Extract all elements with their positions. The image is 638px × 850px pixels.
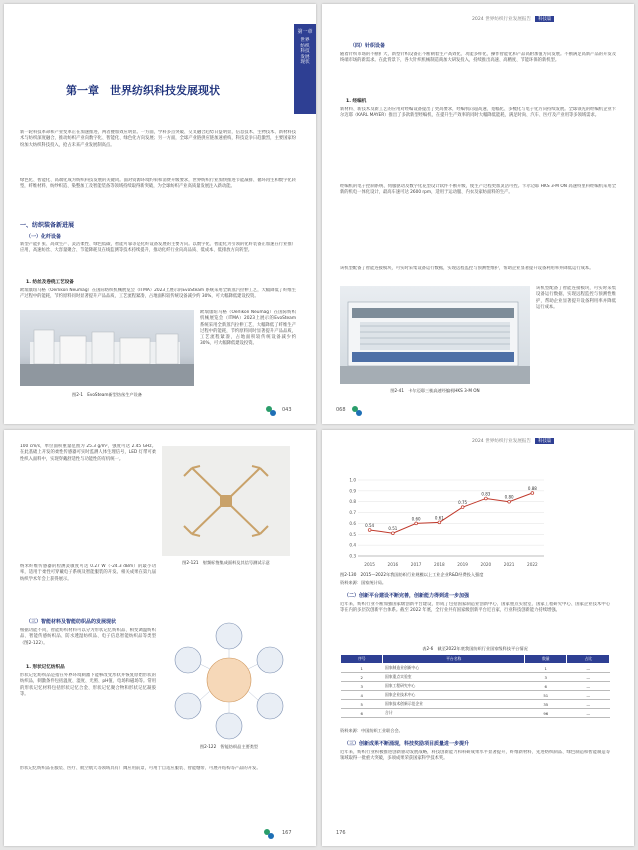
leaf-logo-icon <box>350 403 364 417</box>
running-header <box>472 438 554 444</box>
chapter-title: 第一章 世界纺织科技发展现状 <box>66 84 220 97</box>
table-header-cell: 平台名称 <box>383 655 525 664</box>
y-tick-label: 0.4 <box>349 542 356 548</box>
evosteam-machine-photo <box>20 310 194 386</box>
page-number: 176 <box>336 830 346 836</box>
figure-caption: 图2-1 EvoSteam新型纺丝生产设备 <box>72 392 142 397</box>
body-paragraph: 该机型配备了智能连接模块，可实时采集设备运行数据，实现远程监控与预测性维护，帮助企业显著提升设备利用率并降低运行成本。 <box>340 266 594 271</box>
table-cell: 96 <box>525 709 567 718</box>
body-paragraph: 近年来，纺织行业不断加强国家级创新平台建设，形成了包括国家制造业创新中心、国家重点实验室、国家工程研究中心、国家企业技术中心等在内的多层次创新平台体系。截至 2022 年底，全行业共有国家级创新平台近百家，行业科技创新能力持续增强。 <box>340 602 610 614</box>
leaf-logo-icon <box>264 403 278 417</box>
table-header-cell: 序号 <box>341 655 383 664</box>
data-point <box>461 506 464 509</box>
intro-paragraph: 新一轮科技革命和产业变革正在加速推进，两者叠加效应明显。一方面，学科多点突破、交叉融合趋势日益明显，信息技术、生物技术、新材料技术与纺织深度融合，推动纺织产业向数字化、智能化、绿色化方向发展；另一方面，全球产业链供应链加速重构，科技竞争日趋激烈，主要国家纷纷加大纺织科技投入，抢占未来产业发展制高点。 <box>20 130 296 148</box>
figure-caption: 图2-41 卡尔迈耶三梳高速经编机HKS 3-M ON <box>390 388 480 393</box>
leaf-logo-icon <box>262 826 276 840</box>
table-row <box>341 709 610 718</box>
y-tick-label: 1.0 <box>349 477 356 483</box>
body-paragraph: 随着针织市场的不断扩大，新型针织设备正不断朝着生产高效化、功能多样化、操作智能化和产品高附加值方向发展。不断满足高新产品的开发及终端市场的新需求。在此背景下，各大针织机械制造商加大研发投入，持续推出高速、高精度、节能环保的新机型。 <box>340 52 616 64</box>
y-tick-label: 0.8 <box>349 499 356 505</box>
data-point <box>415 522 418 525</box>
body-paragraph: 近年来，纺织行业积极推进创新驱动发展战略，科技创新能力和科研成果水平显著提升，纤维新材料、先进纺织制品、绿色制造和智能制造等领域取得一批重大突破，多项成果荣获国家科学技术奖。 <box>340 750 610 762</box>
table-cell: — <box>567 691 610 700</box>
chapter-side-tab <box>294 24 316 114</box>
page-068 <box>322 4 634 424</box>
x-tick-label: 2016 <box>387 562 399 567</box>
platform-table <box>340 654 610 718</box>
table-cell: 1 <box>341 664 383 673</box>
table-title: 表2-6 截至2022年底我国纺织行业国家级科技平台情况 <box>422 646 528 651</box>
body-paragraph: 新型产能扩张、高效生产、灵活柔性、绿色低碳，智能可靠等是化纤设备发展的主要方向。以数字化、智能化为引领的化纤装备正加速在行业推广应用，高速纺丝、大容量聚合、节能降耗及在线监测等技术持续提升，推动化纤行业向高品质、低成本、低排放方向转型。 <box>20 242 296 254</box>
sub-subsection-heading: 1. 经编机 <box>346 99 367 104</box>
table-cell: — <box>567 673 610 682</box>
body-paragraph: 形状记忆纺织品是指在外界环境刺激下能够改变形状并恢复原始形状的纺织品，刺激条件包括温度、湿度、光照、pH值、电场和磁场等。常用的形状记忆材料包括形状记忆合金、形状记忆聚合物和形状记忆凝胶等。 <box>20 673 156 697</box>
chart-source: 资料来源：国家统计局。 <box>340 580 387 585</box>
body-paragraph-wrap: 欧瑞康纽马格（Oerlikon Neumag）在国际纺织机械展览会（ITMA）2023上展示的EvoSteam 系统采用全新蒸汽拉伸工艺，大幅降低了纤维生产过程中的能耗，节约原料同时显著提升产品品质，工艺流程紧凑，占地面积较传统设备减少约 30%，可大幅降低建设投资。 <box>200 310 296 347</box>
table-row <box>341 691 610 700</box>
data-point <box>484 497 487 500</box>
table-cell: 5 <box>341 700 383 709</box>
body-paragraph: 形状记忆纺织品在服装、医疗、航空航天等领域具有广阔应用前景，可用于自适应服装、智能绷带、可展开结构等产品的开发。 <box>20 766 261 771</box>
data-point <box>438 521 441 524</box>
data-label: 0.75 <box>458 500 468 506</box>
page-number: 167 <box>282 830 292 836</box>
y-tick-label: 0.3 <box>349 553 356 559</box>
table-row <box>341 682 610 691</box>
page-176 <box>322 430 634 846</box>
table-cell: 6 <box>341 709 383 718</box>
tab-chapter-label: 第一章 <box>297 29 313 35</box>
figure-caption: 图2-121 射频标签集成面料及其信号测试示意 <box>182 560 270 565</box>
data-point <box>531 492 534 495</box>
body-paragraph: 100 cm/s，单位面积重量范围为 25.3 g/m²，强度可达 2.45 GHz。在此基础上开发的柔性传感器可实时监测人体生理信号，LED 灯带可柔性织入面料中，实现穿戴舒适性与功能性的有机统一。 <box>20 444 156 462</box>
data-label: 0.60 <box>411 516 421 522</box>
subsection-heading: （三）智能材料及智能纺织品的发展现状 <box>26 619 117 625</box>
subsection-heading: （二）创新平台建设不断完善，创新能力得到进一步加强 <box>344 593 470 599</box>
chart-caption: 图2-130 2015—2022年我国纺织行业规模以上工业企业R&D经费投入强度 <box>340 572 484 577</box>
x-tick-label: 2018 <box>434 562 445 567</box>
y-tick-label: 0.6 <box>349 520 356 526</box>
table-cell: 3 <box>341 682 383 691</box>
data-label: 0.54 <box>365 522 375 528</box>
page-number: 068 <box>336 407 346 413</box>
body-paragraph: 纳米纤维传感器的检测灵敏度可达 0.27 W（-24.3 dBm）的最小功率，适用于柔性可穿戴电子系统及智能服装的开发。相关成果在第九届纺织学术年会上获得展示。 <box>20 564 156 582</box>
sub-subsection-heading: 1. 形状记忆纺织品 <box>26 665 65 670</box>
table-header-row <box>341 655 610 664</box>
data-point <box>368 529 371 532</box>
figure-caption: 图2-122 智能纺织品主要类型 <box>199 744 259 749</box>
table-cell: 4 <box>341 691 383 700</box>
table-cell: 国家制造业创新中心 <box>383 664 525 673</box>
page-number: 043 <box>282 407 292 413</box>
table-cell: 51 <box>525 691 567 700</box>
x-tick-label: 2015 <box>364 562 375 567</box>
table-cell: 2 <box>341 673 383 682</box>
x-tick-label: 2019 <box>457 562 468 567</box>
section-heading: 一、纺织装备新进展 <box>20 222 75 229</box>
table-note: 资料来源：中国纺织工业联合会。 <box>340 728 403 733</box>
table-header-cell: 占比 <box>567 655 610 664</box>
page-043 <box>4 4 316 424</box>
running-header <box>472 16 554 22</box>
table-cell: 国家企业技术中心 <box>383 691 525 700</box>
table-cell: 35 <box>525 700 567 709</box>
data-point <box>391 532 394 535</box>
warp-knitting-machine-photo <box>340 286 530 384</box>
smart-textile-types-diagram <box>170 620 288 740</box>
intro-paragraph-2: 绿色化、智能化、高端化成为纺织科技发展的关键词。面对资源环境约束和消费升级要求，世界纺织行业加快推进节能减排、循环再生和数字化转型，纤维材料、纺纱织造、染整加工及智能装备等领域持续取得新突破，为全球纺织产业高质量发展注入新动能。 <box>20 178 296 190</box>
sub-subsection-heading: 1. 纺丝及卷绕工艺设备 <box>26 280 74 285</box>
table-cell: — <box>567 682 610 691</box>
x-tick-label: 2022 <box>527 562 538 567</box>
body-paragraph: 新材料、新技术及新工艺的应用对经编设备提出了更高要求，经编机向超高速、宽幅化、多梳化与电子化方向持续发展。全球领先的经编机企业卡尔迈耶（KARL MAYER）推出了多款新型经编机，在提升生产效率的同时大幅降低能耗，满足时尚、汽车、医疗及产业用等多领域需求。 <box>340 107 616 119</box>
y-tick-label: 0.9 <box>349 488 356 494</box>
table-cell: 国家重点实验室 <box>383 673 525 682</box>
table-cell: 国家工程研究中心 <box>383 682 525 691</box>
table-cell: 国家技术创新示范企业 <box>383 700 525 709</box>
x-tick-label: 2021 <box>503 562 515 567</box>
rd-intensity-line-chart <box>340 474 550 570</box>
table-row <box>341 664 610 673</box>
tab-chapter-title: 世界纺织科技发展现状 <box>300 38 310 66</box>
table-cell: 3 <box>525 673 567 682</box>
header-badge: 科技篇 <box>535 438 554 444</box>
data-label: 0.83 <box>481 491 491 497</box>
table-cell: — <box>567 700 610 709</box>
table-cell: 1 <box>525 664 567 673</box>
table-cell: 6 <box>525 682 567 691</box>
body-paragraph: 欧瑞康纽马格（Oerlikon Neumag）在国际纺织机械展览会（ITMA）2023上展示的EvoSteam 系统采用全新蒸汽拉伸工艺，大幅降低了纤维生产过程中的能耗，节约原料同时显著提升产品品质，工艺流程紧凑，占地面积较传统设备减少约 30%，可大幅降低建设投资。 <box>20 288 296 300</box>
rfid-tag-fabric-image <box>162 446 290 556</box>
table-cell: 合计 <box>383 709 525 718</box>
body-paragraph: 根据功能不同，智能纺织材料可以分为形状记忆纺织品、相变调温纺织品、智能传感纺织品、防水透湿纺织品、电子信息智能纺织品等类型（图2-122）。 <box>20 628 156 646</box>
table-row <box>341 673 610 682</box>
table-header-cell: 数量 <box>525 655 567 664</box>
subsection-heading: （三）创新成果不断涌现，科技奖励项目质量进一步提升 <box>344 741 470 747</box>
y-tick-label: 0.7 <box>349 510 356 516</box>
data-label: 0.88 <box>527 486 537 492</box>
header-title: 2024 世界纺织行业发展报告 <box>472 439 532 444</box>
x-tick-label: 2017 <box>410 562 422 567</box>
data-label: 0.51 <box>388 526 398 532</box>
data-point <box>508 500 511 503</box>
table-row <box>341 700 610 709</box>
page-167 <box>4 430 316 846</box>
header-badge: 科技篇 <box>535 16 554 22</box>
data-label: 0.80 <box>504 494 514 500</box>
table-cell: — <box>567 664 610 673</box>
body-paragraph-wrap: 该机型配备了智能连接模块，可实时采集设备运行数据，实现远程监控与预测性维护，帮助企业显著提升设备利用率并降低运行成本。 <box>536 286 616 310</box>
x-tick-label: 2020 <box>480 562 492 567</box>
y-tick-label: 0.5 <box>349 531 356 537</box>
subsection-heading: （四）针织设备 <box>350 43 386 49</box>
table-cell: — <box>567 709 610 718</box>
body-paragraph: 经编机的电子控制系统、伺服驱动及数字化花型设计软件不断升级，使生产过程更加灵活可控。卡尔迈耶 HKS 3-M ON 高速特里科经编机采用全新的机电一体化设计，最高车速可达 2600 rpm，适用于运动服、内衣及家纺面料的生产。 <box>340 184 616 196</box>
header-title: 2024 世界纺织行业发展报告 <box>472 17 532 22</box>
subsection-heading: （一）化纤设备 <box>26 234 62 240</box>
data-label: 0.61 <box>434 515 444 521</box>
